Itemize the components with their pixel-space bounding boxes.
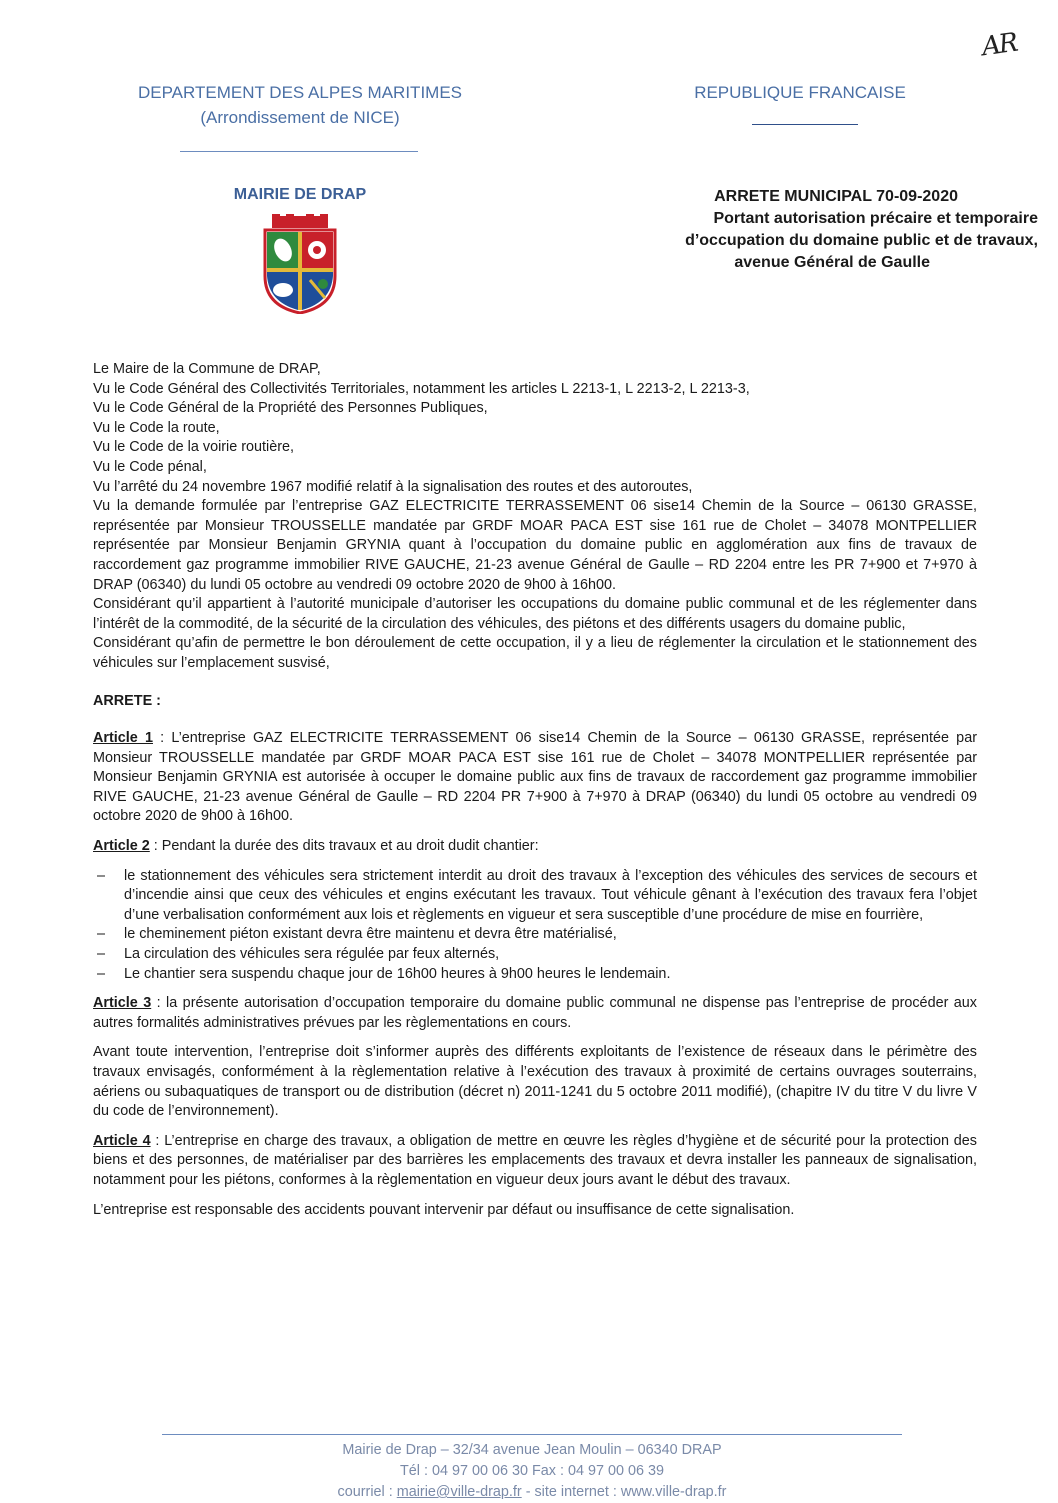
article-3-paragraph: Avant toute intervention, l’entreprise doit s’informer auprès des différents exploitants de l’existence de réseaux dans le périmètre des travaux envisagés, conformément à la règlementation relative à l’exécution des travaux à proximité de certains ouvrages souterrains, aériens ou subaquatiques de transport ou de distribution (décret n) 2011-1241 du 5 octobre 2011 modifié), (chapitre IV du titre V du livre V du code de l’environnement).: [93, 1044, 977, 1120]
article-2-list: [93, 867, 977, 985]
arrondissement: (Arrondissement de NICE): [200, 108, 400, 127]
footer-phone-fax: Tél : 04 97 00 06 30 Fax : 04 97 00 06 39: [399, 1463, 665, 1479]
footer-contact: [162, 1482, 902, 1503]
courriel-label: courriel :: [337, 1484, 397, 1500]
considerant-paragraph: Considérant qu’il appartient à l’autorité municipale d’autoriser les occupations du domaine public communal et de les réglementer dans l’intérêt de la commodité, de la sécurité de la circulation des véhicules, des piétons et des différents usagers du domaine public,: [93, 596, 977, 632]
article-text: : Pendant la durée des dits travaux et au droit dudit chantier:: [149, 838, 539, 855]
arrete-heading: ARRETE :: [93, 692, 161, 709]
arrete-subject-line3: avenue Général de Gaulle: [734, 254, 930, 271]
article-text: : L’entreprise en charge des travaux, a obligation de mettre en œuvre les règles d’hygiène et de sécurité pour la protection des biens et des personnes, de matérialiser par des barrières les emplacements des travaux et devra installer les panneaux de signalisation, notamment pour les piétons, conformes à la règlementation en vigueur deux jours avant le début des travaux.: [93, 1132, 977, 1188]
article-label: Article 3: [93, 995, 152, 1012]
footer-divider: [162, 1434, 902, 1435]
preamble-line: Vu le Code la route,: [93, 419, 220, 436]
arrete-subject-line2: d’occupation du domaine public et de travaux,: [685, 232, 1038, 249]
article-3: [93, 994, 977, 1033]
handwritten-initials: AR: [980, 27, 1019, 63]
arrete-subject-line1: Portant autorisation précaire et temporaire: [713, 210, 1038, 227]
footer: [162, 1440, 902, 1503]
article-text: : L’entreprise GAZ ELECTRICITE TERRASSEMENT 06 sise14 Chemin de la Source – 06130 GRASSE, représentée par Monsieur TROUSSELLE mandatée par GRDF MOAR PACA EST sise 161 rue de Cholet – 34078 MONTPELLIER représentée par Monsieur Benjamin GRYNIA est autorisée à occuper le domaine public aux fins de travaux de raccordement gaz programme immobilier RIVE GAUCHE, 21-23 avenue Général de Gaulle – RD 2204 PR 7+900 à 7+970 à DRAP (06340) du lundi 05 octobre au vendredi 09 octobre 2020 de 9h00 à 16h00.: [93, 730, 977, 825]
article-4: [93, 1132, 977, 1191]
header-divider-left: [180, 151, 418, 152]
mairie-name: MAIRIE DE DRAP: [233, 186, 367, 203]
list-item: – Le chantier sera suspendu chaque jour de 16h00 heures à 9h00 heures le lendemain.: [93, 965, 977, 985]
site-label: - site internet :: [521, 1484, 621, 1500]
department-header: [100, 80, 500, 130]
header-divider-right: [752, 124, 858, 125]
preamble-line: Vu le Code pénal,: [93, 458, 207, 475]
arrete-number: ARRETE MUNICIPAL 70-09-2020: [714, 188, 958, 205]
republic-header: REPUBLIQUE FRANCAISE: [694, 83, 906, 102]
preamble-line: Vu l’arrêté du 24 novembre 1967 modifié relatif à la signalisation des routes et des autoroutes,: [93, 478, 693, 495]
article-2: [93, 837, 977, 857]
email-link[interactable]: mairie@ville-drap.fr: [396, 1484, 522, 1500]
article-4-paragraph: L’entreprise est responsable des accidents pouvant intervenir par défaut ou insuffisance de cette signalisation.: [93, 1201, 795, 1218]
coat-of-arms-icon: [255, 214, 345, 314]
list-item: – le cheminement piéton existant devra être maintenu et devra être matérialisé,: [93, 925, 977, 945]
list-item: – La circulation des véhicules sera régulée par feux alternés,: [93, 945, 977, 965]
footer-address: Mairie de Drap – 32/34 avenue Jean Moulin – 06340 DRAP: [342, 1442, 722, 1458]
article-label: Article 1: [93, 730, 153, 747]
considerant-paragraph: Considérant qu’afin de permettre le bon déroulement de cette occupation, il y a lieu de réglementer la circulation et le stationnement des véhicules sur l’emplacement susvisé,: [93, 635, 977, 671]
demande-paragraph: Vu la demande formulée par l’entreprise GAZ ELECTRICITE TERRASSEMENT 06 sise14 Chemin de la Source – 06130 GRASSE, représentée par Monsieur TROUSSELLE mandatée par GRDF MOAR PACA EST sise 161 rue de Cholet – 34078 MONTPELLIER représentée par Monsieur Benjamin GRYNIA quant à l’occupation du domaine public en agglomération aux fins de travaux de raccordement gaz programme immobilier RIVE GAUCHE, 21-23 avenue Général de Gaulle – RD 2204 entre les PR 7+900 et 7+970 à DRAP (06340) du lundi 05 octobre au vendredi 09 octobre 2020 de 9h00 à 16h00.: [93, 498, 977, 593]
arrete-title: [560, 186, 1038, 274]
article-label: Article 2: [93, 838, 150, 855]
preamble-line: Vu le Code Général des Collectivités Territoriales, notamment les articles L 2213-1, L 2213-2, L 2213-3,: [93, 380, 750, 397]
article-1: [93, 729, 977, 827]
list-item: – le stationnement des véhicules sera strictement interdit au droit des travaux à l’exception des véhicules des services de secours et d’incendie ainsi que ceux des véhicules et engins exécutant les travaux. Tout véhicule gênant à l’exécution des travaux fera l’objet d’une verbalisation conformément aux lois et règlements en vigueur et sera susceptible d’une procédure de mise en fourrière,: [93, 867, 977, 926]
article-label: Article 4: [93, 1132, 151, 1149]
preamble-line: Le Maire de la Commune de DRAP,: [93, 361, 321, 377]
department-name: DEPARTEMENT DES ALPES MARITIMES: [137, 83, 463, 102]
website-link[interactable]: www.ville-drap.fr: [620, 1484, 727, 1500]
arrete-body: [93, 360, 977, 1220]
preamble-line: Vu le Code de la voirie routière,: [93, 439, 295, 456]
article-text: : la présente autorisation d’occupation temporaire du domaine public communal ne dispense pas l’entreprise de procéder aux autres formalités administratives prévues par les règlementations en cours.: [93, 995, 977, 1031]
preamble-line: Vu le Code Général de la Propriété des Personnes Publiques,: [93, 400, 488, 417]
